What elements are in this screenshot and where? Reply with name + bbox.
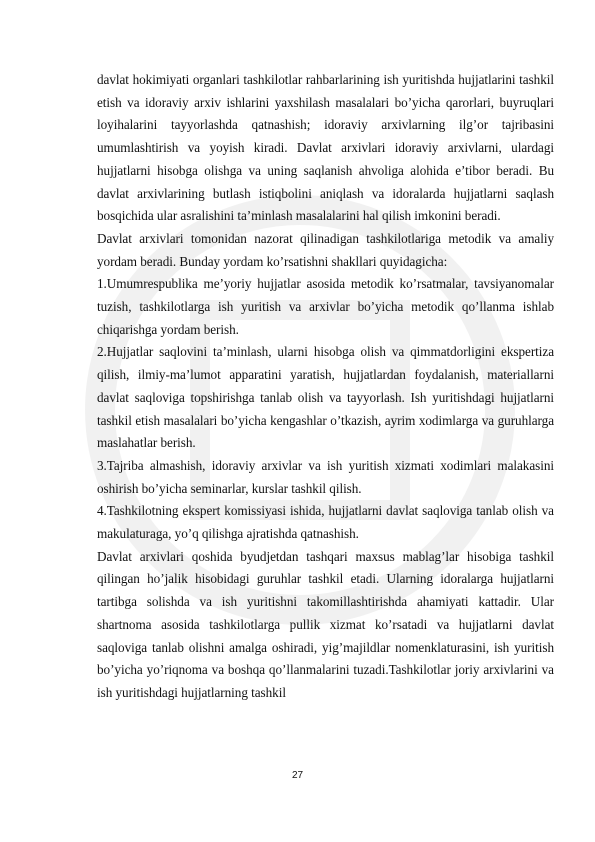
list-item: 1.Umumrespublika me’yoriy hujjatlar asosida metodik ko’rsatmalar, tavsiyanomalar tuzish, tashkilotlarga ish yuritish va arxivlar bo’yicha metodik qo’llanma ishlab chiqarishga yordam berish.: [97, 276, 554, 337]
list-item: 4.Tashkilotning ekspert komissiyasi ishida, hujjatlarni davlat saqloviga tanlab olish va makulaturaga, yo’q qilishga ajratishda qatnashish.: [97, 503, 554, 542]
paragraph: Davlat arxivlari qoshida byudjetdan tashqari maxsus mablag’lar hisobiga tashkil qilingan ho’jalik hisobidagi guruhlar tashkil etadi. Ularning idoralarga hujjatlarni tartibga solishda va ish yuritishni takomillashtirishda ahamiyati kattadir. Ular shartnoma asosida tashkilotlarga pullik xizmat ko’rsatadi va hujjatlarni davlat saqloviga tanlab olishni amalga oshiradi, yig’majildlar nomenklaturasini, ish yuritish bo’yicha yo’riqnoma va boshqa qo’llanmalarini tuzadi.Tashkilotlar joriy arxivlarini va ish yuritishdagi hujjatlarning tashkil: [97, 548, 554, 700]
paragraph: davlat hokimiyati organlari tashkilotlar rahbarlarining ish yuritishda hujjatlarini tashkil etish va idoraviy arxiv ishlarini yaxshilash masalalari bo’yicha qarorlari, buyruqlari loyihalarini tayyorlashda qatnashish; idoraviy arxivlarning ilg’or tajribasini umumlashtirish va yoyish kiradi. Davlat arxivlari idoraviy arxivlarni, ulardagi hujjatlarni hisobga olishga va uning saqlanish ahvoliga alohida e’tibor beradi. Bu davlat arxivlarining butlash istiqbolini aniqlash va idoralarda hujjatlarni saqlash bosqichida ular asralishini ta’minlash masalalarini hal qilish imkonini beradi.: [97, 72, 554, 224]
list-item: 2.Hujjatlar saqlovini ta’minlash, ularni hisobga olish va qimmatdorligini ekspertiza qilish, ilmiy-ma’lumot apparatini yaratish, hujjatlardan foydalanish, materiallarni davlat saqloviga topshirishga tanlab olish va tayyorlash. Ish yuritishdagi hujjatlarni tashkil etish masalalari bo’yicha kengashlar o’tkazish, ayrim xodimlarga va guruhlarga maslahatlar berish.: [97, 344, 554, 451]
paragraph: Davlat arxivlari tomonidan nazorat qilinadigan tashkilotlariga metodik va amaliy yordam beradi. Bunday yordam ko’rsatishni shakllari quyidagicha:: [97, 230, 554, 269]
page-number: 27: [291, 770, 304, 781]
document-body: [97, 69, 554, 705]
list-item: 3.Tajriba almashish, idoraviy arxivlar va ish yuritish xizmati xodimlari malakasini oshirish bo’yicha seminarlar, kurslar tashkil qilish.: [97, 457, 554, 496]
